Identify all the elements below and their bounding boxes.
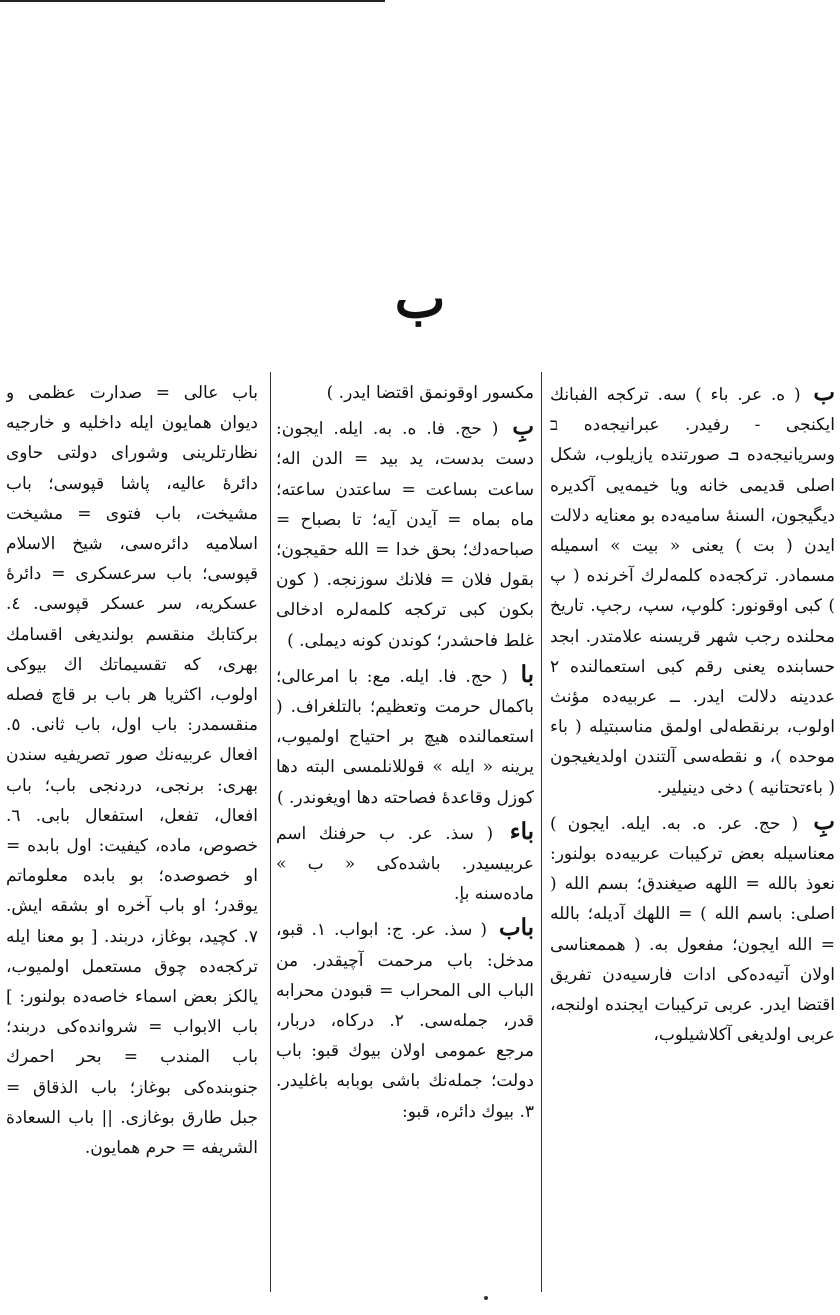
entry-headword: باء <box>509 817 534 845</box>
dictionary-entry-continuation <box>276 378 534 408</box>
column-rule-right <box>541 372 542 1292</box>
dictionary-entry <box>276 412 534 656</box>
column-right <box>550 378 835 1290</box>
entry-headword: بِ <box>512 413 534 441</box>
footer-mark <box>484 1296 488 1300</box>
entry-definition: ( ﻩ. عر. باء ) سه. تركجه الفبانك ايكنجی ‐ رفيدر. عبرانيجه‌ده ב وسريانيجه‌ده ܒ صورتنده يازيلوب، شكل اصلی قديمی خانه ويا خيمه‌يی آكديره ديگيجون، السنهٔ ساميه‌ده بو معنايه دلالت ايدن ( بت ) يعنی « بيت » اسميله مسمادر. تركجه‌ده كلمه‌لرك آخرنده ( پ ) كبی اوقونور: كلوپ، سپ، رجپ. تاريخ محلنده رجب شهر قريسنه علامتدر. ابجد حسابنده يعنی رقم كبی استعمالنده ٢ عددينه دلالت ايدر. ــ عربيه‌ده مؤنث اولوب، برنقطه‌لی اولمق مناسبتيله ( باء موحده )، و نقطه‌سی آلتندن اولديغيجون ( باءتحتانيه ) دخی دينيلير. <box>550 385 835 798</box>
dictionary-entry <box>550 378 835 803</box>
entry-definition: ( سذ. عر. ب حرفنك اسم عربيسيدر. باشده‌كی « ب » ماده‌سنه بإ. <box>276 823 534 905</box>
entry-definition: مكسور اوقونمق اقتضا ايدر. ) <box>326 383 534 403</box>
entry-definition: ( حج. فا. ايله. مع: با امرعالی؛ باكمال حرمت وتعظيم؛ بالتلغراف. ( استعمالنده هيچ بر احتياج اولميوب، يرينه « ايله » قوللانلمسی البته دها كوزل وقاعدهٔ فصاحته دها اويغوندر. ) <box>276 666 534 808</box>
dictionary-entry-continuation <box>6 378 258 1163</box>
entry-definition: ( حج. عر. ه. به. ايله. ايجون ) معناسيله بعض تركيبات عربيه‌ده بولنور: نعوذ بالله = اللهه صيغندق؛ بسم الله ( اصلی: باسم الله ) = اللهك آديله؛ بالله = الله ايجون؛ مفعول به. ( هممعناسی اولان آتيه‌ده‌كی ادات فارسيه‌دن تفريق اقتضا ايدر. عربی تركيبات ايجنده اولنجه، عربی اولديغی آكلاشيلوب، <box>550 813 835 1046</box>
entry-headword: با <box>520 660 534 688</box>
dictionary-entry <box>550 807 835 1051</box>
section-heading-letter: ب <box>394 266 446 330</box>
entry-headword: بِ <box>813 807 835 835</box>
entry-headword: باب <box>498 914 534 942</box>
top-rule <box>0 0 385 2</box>
dictionary-entry <box>276 817 534 910</box>
dictionary-entry <box>276 660 534 813</box>
entry-definition: ( حج. فا. ه. به. ايله. ايجون: دست بدست، يد بيد = الدن اله؛ ساعت بساعت = ساعتدن ساعته؛ ماه بماه = آيدن آيه؛ تا بصباح = صباحه‌دك؛ بحق خدا = الله حقيجون؛ بقول فلان = فلانك سوزنجه. ( كون بكون كبی تركجه كلمه‌لره ادخالی غلط فاحشدر؛ كوندن كونه ديملی. ) <box>276 419 534 651</box>
entry-headword: ب <box>813 379 835 406</box>
dictionary-entry <box>276 913 534 1126</box>
entry-definition: ( سذ. عر. ج: ابواب. ١. قبو، مدخل: باب مرحمت آچيقدر. من الباب الی المحراب = قبودن محرابه قدر، جمله‌سی. ٢. دركاه، دربار، مرجع عمومی اولان بيوك قبو: باب دولت؛ جمله‌نك باشی بوبابه باغليدر. ٣. بيوك دائره، قبو: <box>276 920 534 1122</box>
entry-definition: باب عالی = صدارت عظمی و ديوان همايون ايله داخليه و خارجيه نظارتلرينی وشورای دولتی حاوی دائرهٔ عاليه، پاشا قپوسی؛ باب مشيخت، باب فتوی = مشيخت اسلاميه دائره‌سی، شيخ الاسلام قپوسی؛ باب سرعسكری = دائرهٔ عسكريه، سر عسكر قپوسی. ٤. بركتابك منقسم بولنديغی اقسامك بهری، كه تقسيماتك اك بيوكی اولوب، اكثريا هر باب بر قاچ فصله منقسمدر: باب اول، باب ثانی. ٥. افعال عربيه‌نك صور تصريفيه سندن بهری: برنجی، دردنجی باب؛ باب افعال، تفعل، استفعال بابی. ٦. خصوص، ماده، كيفيت: اول بابده = او خصوصده؛ بو بابده معلوماتم يوقدر؛ او باب آخره او بشقه ايش. ٧. كچيد، بوغاز، دربند. [ بو معنا ايله تركجه‌ده چوق مستعمل اولميوب، يالكز بعض اسماء خاصه‌ده بولنور: ] باب الابواب = شروانده‌كی دربند؛ باب المندب = بحر احمرك جنوبنده‌كی بوغاز؛ باب الذقاق = جبل طارق بوغازی. || باب السعادة الشريفه = حرم همايون. <box>6 383 258 1159</box>
column-left <box>6 378 258 1290</box>
column-rule-left <box>270 372 271 1292</box>
column-middle <box>276 378 534 1290</box>
